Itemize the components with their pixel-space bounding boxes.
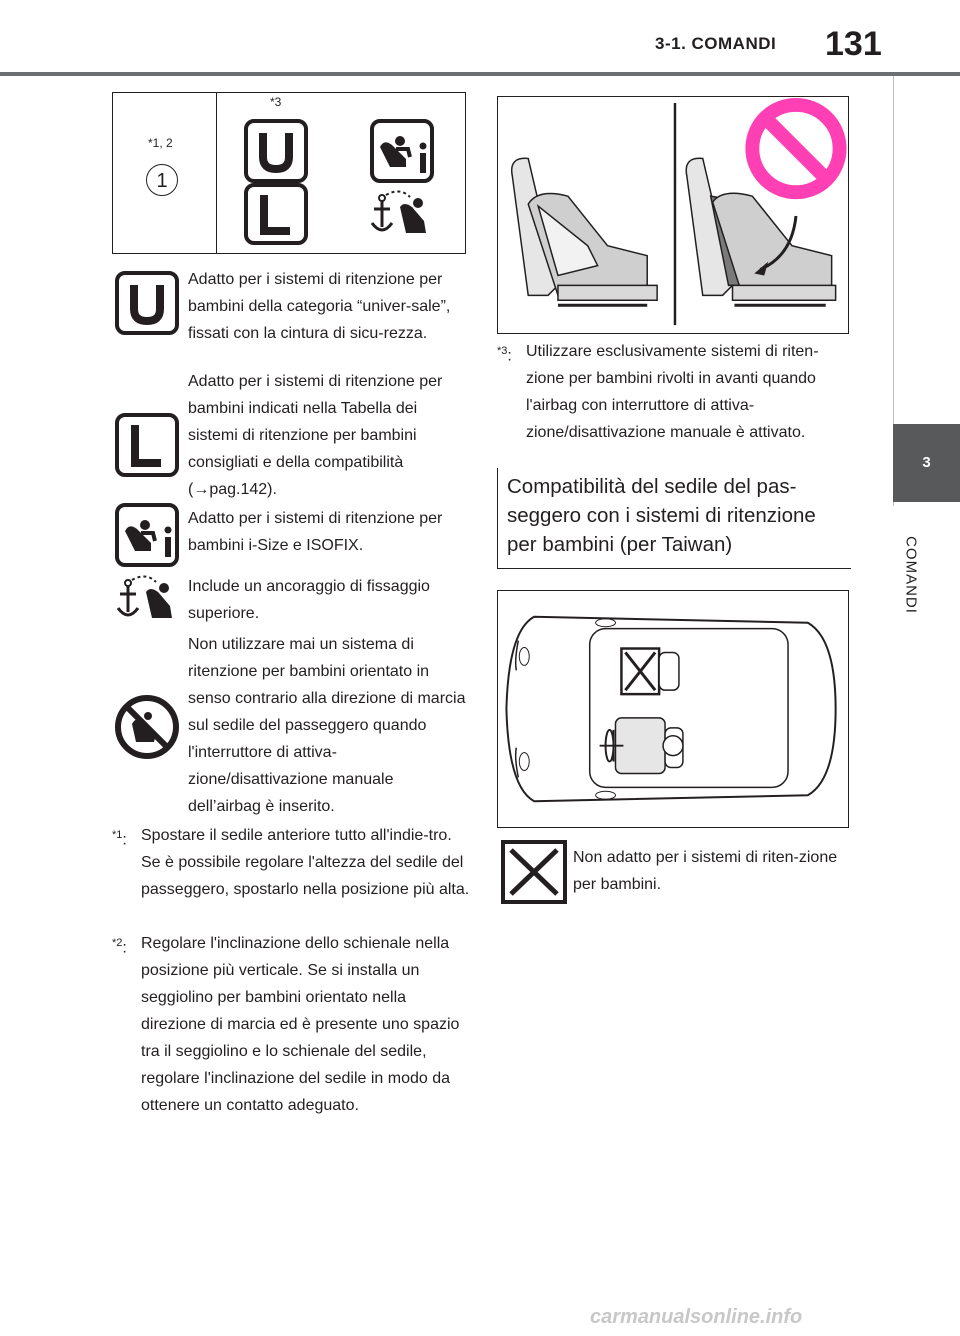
cross-box-icon	[501, 840, 567, 904]
isize-isofix-icon	[115, 503, 179, 567]
footnote-marker: $^{*1}$:	[112, 829, 127, 849]
footnote-marker: $^{*3}$:	[497, 345, 512, 365]
table-cell-note: *3	[270, 95, 282, 109]
page-number: 131	[825, 25, 882, 63]
footnote-1	[112, 822, 472, 903]
section-heading: 3-1. COMANDI	[655, 34, 777, 53]
legend-text-no-rear-facing: Non utilizzare mai un sistema di ritenzione per bambini orientato in senso contrario alla direzione di marcia sul sedile del passeggero quando l'interruttore di attiva-zione/disattivazione manuale dell’airbag è inserito.	[188, 636, 466, 815]
header-rule	[0, 72, 960, 76]
legend-text-tether: Include un ancoraggio di fissaggio superiore.	[188, 578, 430, 622]
no-rear-facing-icon	[114, 694, 180, 760]
chapter-tab[interactable]: 3	[893, 424, 960, 502]
isize-isofix-icon	[370, 119, 434, 183]
driver-seat-with-driver	[600, 718, 683, 774]
footnote-2	[112, 930, 472, 1119]
watermark: carmanualsonline.info	[590, 1306, 803, 1328]
table-divider	[216, 92, 217, 254]
forward-facing-seat-illustration	[497, 96, 849, 334]
seat-position-number: 1	[146, 164, 178, 196]
legend-text-isofix: Adatto per i sistemi di ritenzione per bambini i-Size e ISOFIX.	[188, 510, 443, 554]
universal-u-icon	[115, 271, 179, 335]
footnote-text: Utilizzare esclusivamente sistemi di riten-zione per bambini rivolti in avanti quando l'airbag con interruttore di attiva-zione/disattivazione manuale è attivato.	[526, 343, 819, 441]
footnote-text: Regolare l'inclinazione dello schienale nella posizione più verticale. Se si installa un seggiolino per bambini orientato nella direzione di marcia ed è presente uno spazio tra il seggiolino e lo schienale del sedile, regolare l'inclinazione del sedile in modo da ottenere un contatto adeguato.	[141, 935, 460, 1114]
limited-l-icon	[244, 183, 308, 245]
top-tether-anchor-icon	[112, 572, 184, 630]
limited-l-icon	[115, 413, 179, 477]
passenger-seat-ok	[512, 158, 657, 305]
universal-u-icon	[244, 119, 308, 183]
footnote-3	[497, 338, 853, 446]
section-title: Compatibilità del sedile del pas-seggero con i sistemi di ritenzione per bambini (per Taiwan)	[507, 475, 816, 556]
footnote-text: Spostare il sedile anteriore tutto all'indie-tro. Se è possibile regolare l'altezza del sedile del passeggero, spostarlo nella posizione più alta.	[141, 827, 470, 898]
table-cell-note: *1, 2	[148, 136, 173, 150]
not-suitable-text: Non adatto per i sistemi di riten-zione per bambini.	[573, 849, 838, 893]
footnote-marker: $^{*2}$:	[112, 937, 127, 957]
legend-text-universal: Adatto per i sistemi di ritenzione per bambini della categoria “univer-sale”, fissati con la cintura di sicu-rezza.	[188, 271, 451, 342]
legend-text-limited: Adatto per i sistemi di ritenzione per bambini indicati nella Tabella dei sistemi di ritenzione per bambini consigliati e della compatibilità (→pag.142).	[188, 373, 443, 498]
chapter-tab-label: COMANDI	[902, 536, 920, 614]
top-tether-anchor-icon	[366, 187, 438, 245]
front-passenger-seat-not-suitable	[621, 649, 679, 695]
prohibited-sign	[752, 105, 839, 192]
car-top-view-diagram	[497, 590, 849, 828]
section-rule	[497, 568, 851, 569]
